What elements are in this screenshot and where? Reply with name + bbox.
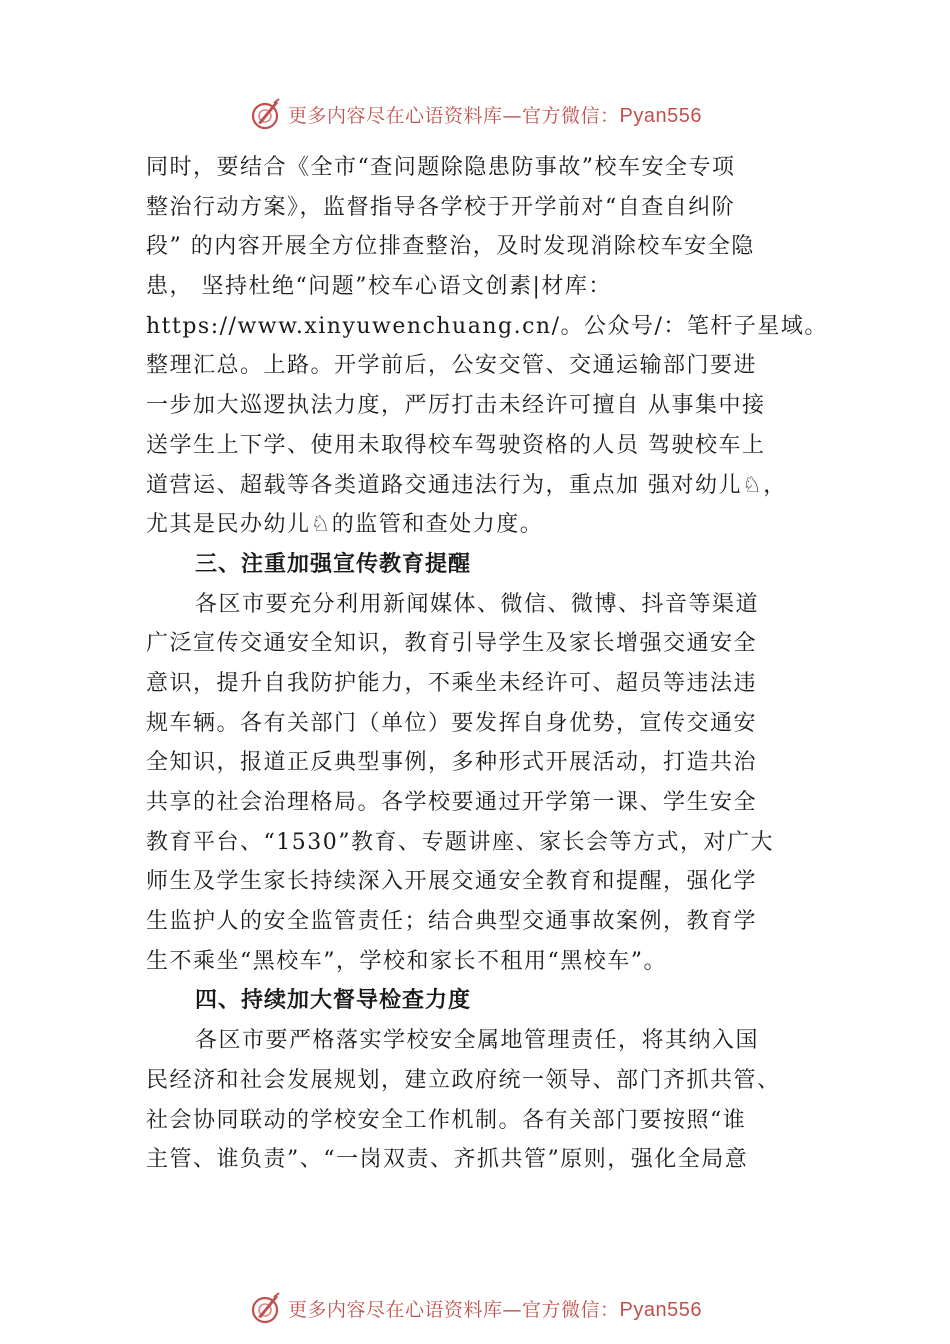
banner-library-name: 更多内容尽在心语资料库 [288,104,503,127]
paragraph-line: 师生及学生家长持续深入开展交通安全教育和提醒，强化学 [146,869,758,895]
paragraph-line: 各区市要严格落实学校安全属地管理责任，将其纳入国 [195,1028,760,1054]
section-heading: 三、注重加强宣传教育提醒 [195,551,472,577]
banner-dash: — [502,104,523,127]
paragraph-line: 整治行动方案》，监督指导各学校于开学前对“自查自纠阶 [146,194,736,220]
paragraph-line: 生监护人的安全监管责任；结合典型交通事故案例，教育学 [146,909,758,935]
header-banner [0,94,950,134]
footer-banner [0,1288,950,1328]
paragraph-line: 送学生上下学、使用未取得校车驾驶资格的人员 驾驶校车上 [146,432,766,458]
banner-dash: — [502,1298,523,1321]
paragraph-line: 整理汇总。上路。开学前后，公安交管、交通运输部门要进 [146,353,758,379]
paragraph-line: 生不乘坐“黑校车”，学校和家长不租用“黑校车”。 [146,948,667,974]
quill-pen-logo-icon [248,97,282,131]
paragraph-line: 社会协同联动的学校安全工作机制。各有关部门要按照“谁 [146,1107,747,1133]
paragraph-line: 民经济和社会发展规划，建立政府统一领导、部门齐抓共管、 [146,1067,781,1093]
document-body [146,148,826,1180]
banner-wechat-label: 官方微信： [522,1298,620,1321]
banner-wechat-label: 官方微信： [522,104,620,127]
paragraph-line: 一步加大巡逻执法力度，严厉打击未经许可擅自 从事集中接 [146,393,766,419]
banner-library-name: 更多内容尽在心语资料库 [288,1298,503,1321]
paragraph-line: 意识，提升自我防护能力，不乘坐未经许可、超员等违法违 [146,670,758,696]
paragraph-line: https://www.xinyuwenchuang.cn/。公众号/：笔杆子星域。 [146,313,828,339]
paragraph-line: 共享的社会治理格局。各学校要通过开学第一课、学生安全 [146,790,758,815]
paragraph-line: 道营运、超载等各类道路交通违法行为，重点加 强对幼儿♘， [146,472,787,498]
banner-text [288,101,702,128]
paragraph-line: 各区市要充分利用新闻媒体、微信、微博、抖音等渠道 [195,591,760,617]
section-heading: 四、持续加大督导检查力度 [195,988,472,1014]
paragraph-line: 患， 坚持杜绝“问题”校车心语文创素|材库： [146,274,612,300]
paragraph-line: 主管、谁负责”、“一岗双责、齐抓共管”原则，强化全局意 [146,1147,749,1173]
paragraph-line: 同时，要结合《全市“查问题除隐患防事故”校车安全专项 [146,155,736,180]
paragraph-line: 广泛宣传交通安全知识，教育引导学生及家长增强交通安全 [146,631,758,657]
paragraph-line: 全知识，报道正反典型事例，多种形式开展活动，打造共治 [146,750,758,776]
paragraph-line: 段” 的内容开展全方位排查整治，及时发现消除校车安全隐 [146,234,755,260]
banner-wechat-id: Pyan556 [619,1298,702,1321]
paragraph-line: 尤其是民办幼儿♘的监管和查处力度。 [146,512,544,538]
paragraph-line: 规车辆。各有关部门（单位）要发挥自身优势，宣传交通安 [146,710,758,736]
quill-pen-logo-icon [248,1291,282,1325]
banner-wechat-id: Pyan556 [619,104,702,127]
paragraph-line: 教育平台、“1530”教育、专题讲座、家长会等方式，对广大 [146,829,774,855]
banner-text [288,1295,702,1322]
